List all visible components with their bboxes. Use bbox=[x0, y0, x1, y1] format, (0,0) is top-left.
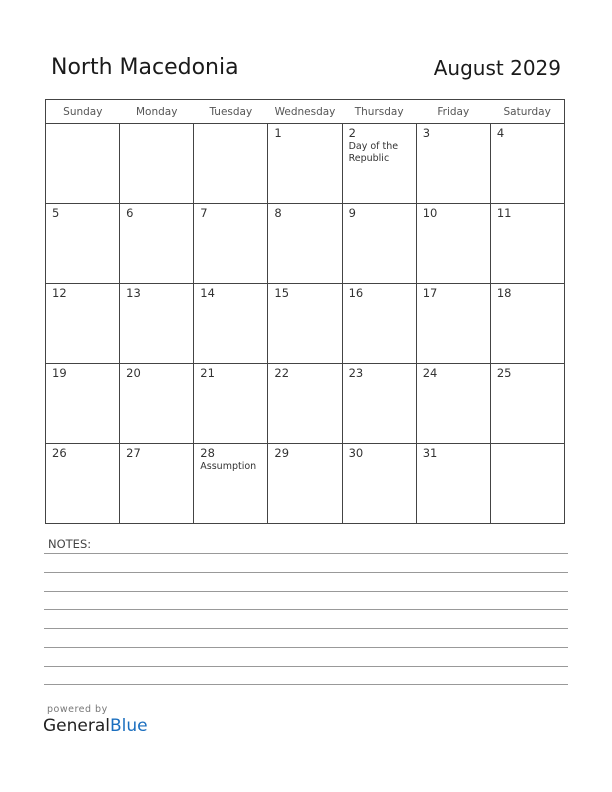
day-number: 11 bbox=[496, 206, 512, 220]
weekday-wednesday: Wednesday bbox=[268, 100, 342, 124]
day-number: 9 bbox=[348, 206, 356, 220]
day-cell bbox=[268, 444, 342, 524]
calendar-grid bbox=[45, 99, 565, 524]
week-row bbox=[46, 204, 565, 284]
notes-line bbox=[44, 666, 568, 667]
week-row bbox=[46, 284, 565, 364]
day-cell bbox=[268, 204, 342, 284]
day-number: 18 bbox=[496, 286, 512, 300]
day-number: 26 bbox=[52, 446, 67, 460]
day-number: 15 bbox=[274, 286, 290, 300]
day-number: 4 bbox=[496, 126, 505, 140]
day-number: 8 bbox=[274, 206, 282, 220]
day-cell bbox=[120, 444, 194, 524]
day-number: 7 bbox=[200, 206, 208, 220]
day-cell bbox=[194, 284, 268, 364]
day-cell bbox=[490, 444, 564, 524]
notes-line bbox=[44, 609, 568, 610]
week-row bbox=[46, 444, 565, 524]
day-number: 30 bbox=[348, 446, 364, 460]
day-cell bbox=[120, 124, 194, 204]
day-cell bbox=[46, 284, 120, 364]
day-cell bbox=[120, 364, 194, 444]
holiday-label: Assumption bbox=[200, 461, 257, 472]
day-cell bbox=[342, 204, 416, 284]
day-cell bbox=[342, 124, 416, 204]
week-row bbox=[46, 124, 565, 204]
day-cell bbox=[342, 284, 416, 364]
day-number: 12 bbox=[52, 286, 67, 300]
day-cell bbox=[416, 204, 490, 284]
day-number: 2 bbox=[348, 126, 356, 140]
brand-general: General bbox=[43, 716, 110, 736]
day-number: 5 bbox=[52, 206, 60, 220]
notes-line bbox=[44, 572, 568, 573]
day-number: 16 bbox=[348, 286, 364, 300]
brand-blue: Blue bbox=[110, 716, 148, 736]
day-number: 3 bbox=[422, 126, 431, 140]
day-cell bbox=[268, 284, 342, 364]
day-cell bbox=[46, 124, 120, 204]
day-number: 10 bbox=[422, 206, 438, 220]
day-number: 24 bbox=[422, 366, 438, 380]
weekday-saturday: Saturday bbox=[490, 100, 564, 124]
day-number: 23 bbox=[348, 366, 364, 380]
day-number: 19 bbox=[52, 366, 67, 380]
day-number: 28 bbox=[200, 446, 215, 460]
powered-by-text: powered by bbox=[47, 704, 108, 715]
day-cell bbox=[416, 364, 490, 444]
day-cell bbox=[416, 124, 490, 204]
notes-line bbox=[44, 684, 568, 685]
day-number: 31 bbox=[422, 446, 438, 460]
weekday-friday: Friday bbox=[416, 100, 490, 124]
day-number: 20 bbox=[126, 366, 141, 380]
day-cell bbox=[268, 124, 342, 204]
day-number: 1 bbox=[274, 126, 282, 140]
day-cell bbox=[490, 124, 564, 204]
day-number: 27 bbox=[126, 446, 141, 460]
weekday-sunday: Sunday bbox=[46, 100, 120, 124]
notes-line bbox=[44, 553, 568, 554]
day-number: 25 bbox=[496, 366, 512, 380]
day-cell bbox=[194, 204, 268, 284]
generalblue-logo bbox=[43, 716, 148, 736]
weekday-header-row bbox=[46, 100, 565, 124]
day-cell bbox=[490, 204, 564, 284]
day-cell bbox=[490, 284, 564, 364]
notes-line bbox=[44, 647, 568, 648]
day-number: 29 bbox=[274, 446, 290, 460]
day-cell bbox=[490, 364, 564, 444]
day-cell bbox=[194, 124, 268, 204]
day-cell bbox=[194, 444, 268, 524]
day-cell bbox=[46, 204, 120, 284]
notes-line bbox=[44, 628, 568, 629]
day-number: 14 bbox=[200, 286, 215, 300]
holiday-label: Day of the Republic bbox=[348, 141, 399, 164]
notes-label: NOTES: bbox=[48, 537, 92, 551]
day-cell bbox=[46, 444, 120, 524]
notes-line bbox=[44, 591, 568, 592]
day-cell bbox=[194, 364, 268, 444]
day-number: 17 bbox=[422, 286, 438, 300]
day-cell bbox=[120, 284, 194, 364]
day-number: 13 bbox=[126, 286, 141, 300]
country-title: North Macedonia bbox=[51, 55, 239, 80]
week-row bbox=[46, 364, 565, 444]
calendar-body bbox=[46, 124, 565, 524]
month-year-title: August 2029 bbox=[433, 56, 561, 80]
day-number: 6 bbox=[126, 206, 134, 220]
day-cell bbox=[342, 444, 416, 524]
day-cell bbox=[46, 364, 120, 444]
day-cell bbox=[416, 284, 490, 364]
day-number: 22 bbox=[274, 366, 290, 380]
weekday-tuesday: Tuesday bbox=[194, 100, 268, 124]
day-cell bbox=[342, 364, 416, 444]
weekday-thursday: Thursday bbox=[342, 100, 416, 124]
day-number: 21 bbox=[200, 366, 215, 380]
day-cell bbox=[268, 364, 342, 444]
day-cell bbox=[416, 444, 490, 524]
weekday-monday: Monday bbox=[120, 100, 194, 124]
day-cell bbox=[120, 204, 194, 284]
